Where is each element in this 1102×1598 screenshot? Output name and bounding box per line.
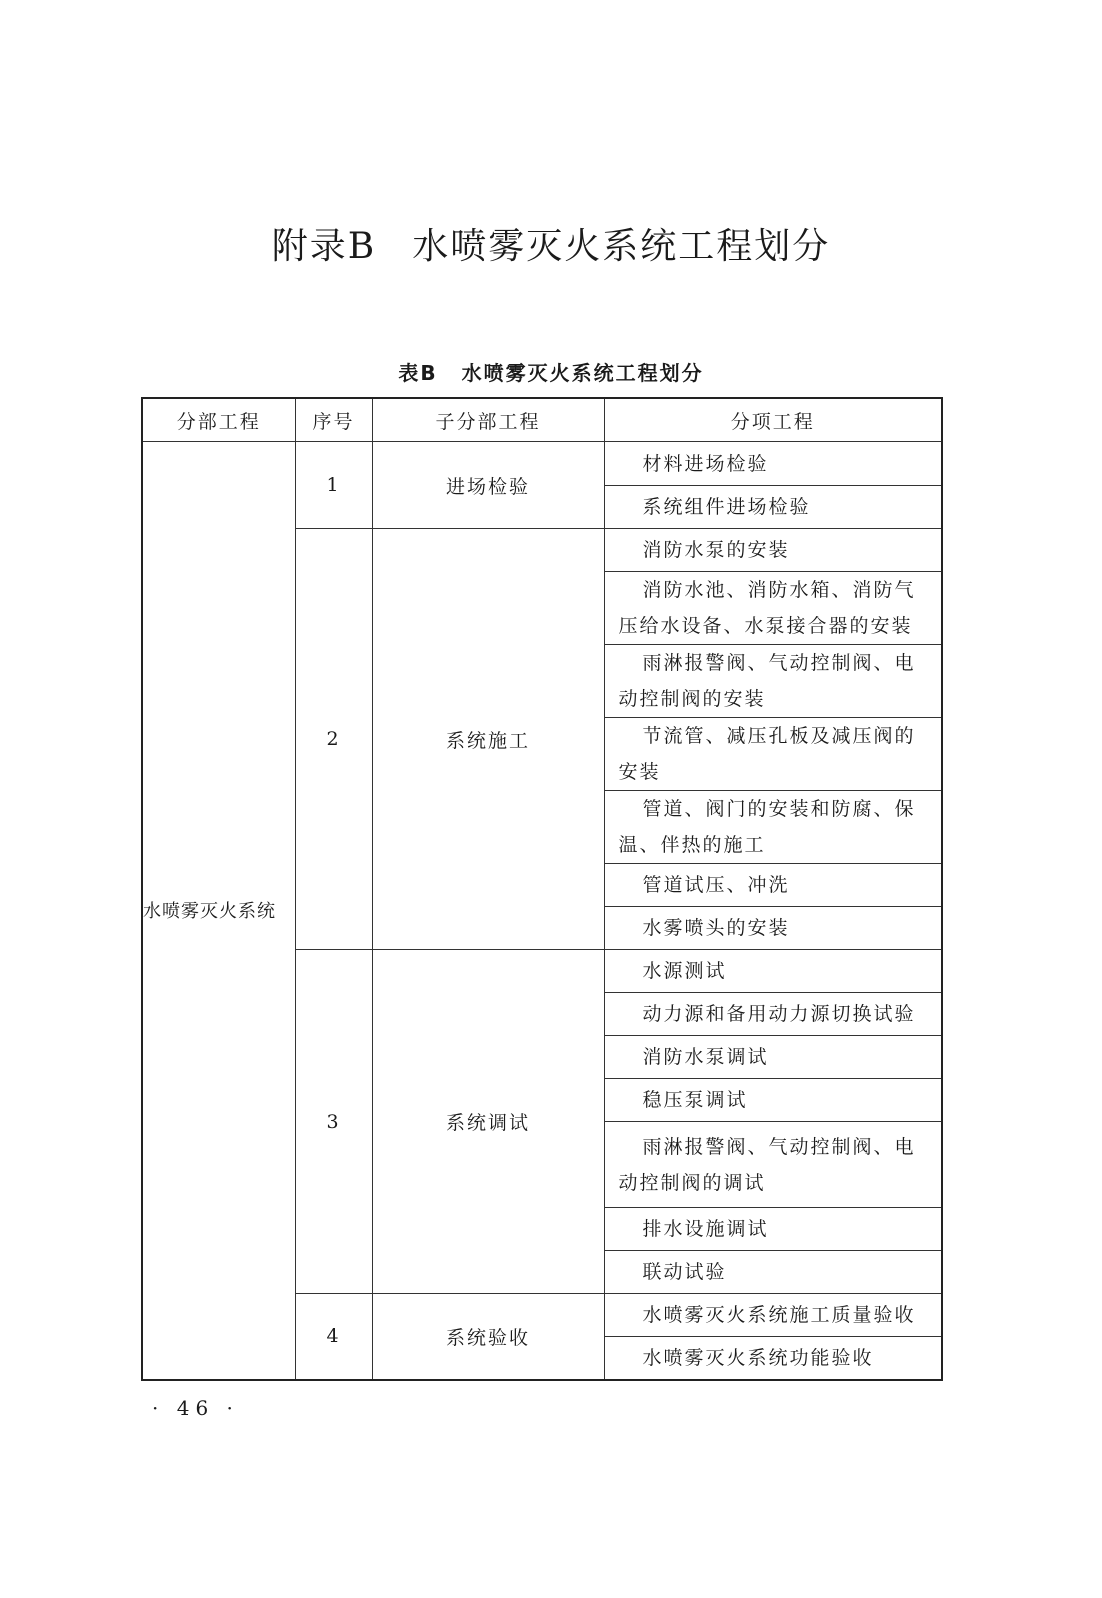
- page-title: [0, 218, 1102, 269]
- item-cell: 动力源和备用动力源切换试验: [604, 993, 942, 1036]
- item-cell: 水雾喷头的安装: [604, 907, 942, 950]
- table-label: 表B: [398, 361, 438, 385]
- item-cell: 节流管、减压孔板及减压阀的安装: [604, 718, 942, 791]
- subdivision-cell: 进场检验: [372, 442, 604, 529]
- subdivision-cell: 系统调试: [372, 950, 604, 1294]
- item-cell: 系统组件进场检验: [604, 486, 942, 529]
- group-number: 3: [295, 950, 372, 1294]
- item-cell: 稳压泵调试: [604, 1079, 942, 1122]
- table-title: 水喷雾灭火系统工程划分: [461, 361, 704, 385]
- item-cell: 水喷雾灭火系统功能验收: [604, 1337, 942, 1380]
- item-cell: 材料进场检验: [604, 442, 942, 486]
- item-cell: 消防水泵的安装: [604, 529, 942, 572]
- subdivision-cell: 系统验收: [372, 1294, 604, 1380]
- header-row: [142, 398, 942, 442]
- item-cell: 水源测试: [604, 950, 942, 993]
- header-subdivision: 子分部工程: [372, 398, 604, 442]
- table-caption: [0, 357, 1102, 386]
- item-cell: 雨淋报警阀、气动控制阀、电动控制阀的安装: [604, 645, 942, 718]
- page-number: · 46 ·: [152, 1396, 239, 1420]
- group-number: 4: [295, 1294, 372, 1380]
- item-cell: 管道、阀门的安装和防腐、保温、伴热的施工: [604, 791, 942, 864]
- appendix-label: 附录B: [271, 226, 377, 267]
- item-cell: 水喷雾灭火系统施工质量验收: [604, 1294, 942, 1337]
- header-item: 分项工程: [604, 398, 942, 442]
- group-number: 1: [295, 442, 372, 529]
- table-row: [142, 442, 942, 486]
- item-cell: 联动试验: [604, 1251, 942, 1294]
- item-cell: 雨淋报警阀、气动控制阀、电动控制阀的调试: [604, 1122, 942, 1208]
- subdivision-cell: 系统施工: [372, 529, 604, 950]
- item-cell: 管道试压、冲洗: [604, 864, 942, 907]
- item-cell: 消防水池、消防水箱、消防气压给水设备、水泵接合器的安装: [604, 572, 942, 645]
- header-division: 分部工程: [142, 398, 295, 442]
- item-cell: 消防水泵调试: [604, 1036, 942, 1079]
- division-table: [141, 397, 943, 1381]
- item-cell: 排水设施调试: [604, 1208, 942, 1251]
- header-number: 序号: [295, 398, 372, 442]
- group-number: 2: [295, 529, 372, 950]
- appendix-title: 水喷雾灭火系统工程划分: [412, 226, 831, 267]
- division-cell: 水喷雾灭火系统: [142, 442, 295, 1380]
